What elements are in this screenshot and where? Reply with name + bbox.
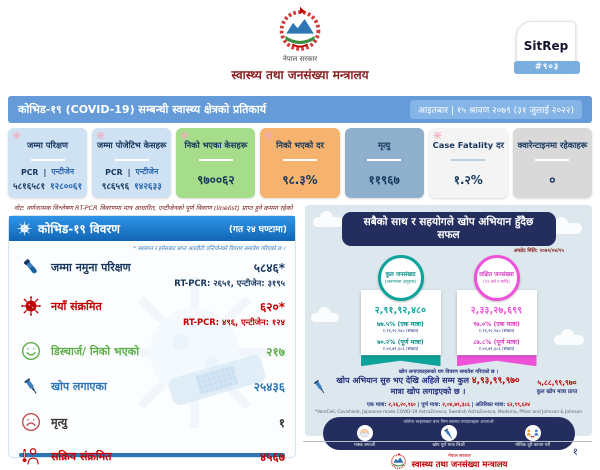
vaccination-infographic-card [305, 205, 592, 469]
protocol-item-mask [328, 425, 402, 448]
daily-row-new-cases [19, 296, 285, 316]
protocol-item-distance [496, 425, 570, 448]
divider [303, 441, 592, 442]
stat-value: ९८.३% [282, 173, 318, 187]
stat-title: मृत्यु [378, 139, 391, 150]
first-dose-percent: ७७.५% (एक मात्रा) [377, 321, 424, 329]
covid-detail-header [9, 216, 295, 241]
virus-decoration-icon [180, 131, 189, 140]
antigen-value: १४२६३३ [134, 182, 162, 192]
population-ribbon-cards [305, 255, 592, 366]
divider [115, 159, 149, 161]
breakdown-item [367, 402, 416, 408]
campaign-suffix: मात्रा खोप लगाइएको छ । [390, 387, 466, 397]
daily-row-samples [19, 257, 285, 277]
ribbon-tail [457, 355, 537, 366]
daily-row-deaths [19, 412, 285, 432]
divider: | [43, 167, 47, 177]
stat-box-total-tests [8, 128, 87, 198]
report-title-bar [8, 96, 592, 123]
stat-value: ११९६७ [368, 173, 400, 187]
health-protocol-bar [323, 417, 575, 450]
footer-ministry-label: स्वास्थ्य तथा जनसंख्या मन्त्रालय [411, 458, 508, 469]
row-label: जम्मा नमुना परिक्षण [51, 260, 131, 274]
report-date: आइतबार | १५ श्रावण २०७९ (३१ जुलाई २०२२) [410, 100, 582, 119]
smiley-icon [19, 341, 43, 361]
antigen-value: १२८००६१ [50, 182, 83, 192]
syringe-icon [19, 376, 43, 396]
virus-icon [19, 296, 43, 316]
target-population-circle [474, 255, 520, 301]
ministry-title: स्वास्थ्य तथा जनसंख्या मन्त्रालय [231, 68, 369, 82]
campaign-total-row [311, 375, 586, 398]
row-label: डिस्चार्ज/ निको भएको [51, 344, 140, 358]
breakdown-value: २,०४,७९,३८६ [442, 402, 470, 409]
covid-detail-subtitle: (गत २४ घण्टामा) [228, 225, 287, 235]
virus-decoration-icon [433, 131, 442, 140]
antigen-label: एन्टीजेन [51, 167, 75, 176]
virus-decoration-icon [96, 131, 105, 140]
divider [199, 159, 233, 161]
full-dose-count: २,०४,७९,३८६ (संख्या) [478, 347, 515, 353]
stat-title: जम्मा पोजेटिभ केसहरू [96, 139, 167, 150]
stat-title: Case Fatality दर [432, 139, 504, 150]
doses-received-box [528, 378, 586, 395]
footer-text-block [412, 453, 508, 470]
test-tube-icon [19, 257, 43, 277]
first-dose-count: २,२६,२०,९६० (संख्या) [478, 329, 515, 335]
nepal-emblem-icon [390, 452, 407, 470]
dose-breakdown-line [305, 400, 592, 408]
population-number: २,३३,२७,६९९ [470, 305, 523, 317]
protocol-label: मास्क लगाऔं [354, 443, 375, 449]
total-population-card [361, 255, 441, 366]
population-number: २,९१,९२,४८० [374, 305, 427, 317]
circle-title: कुल जनसंख्या [385, 271, 416, 278]
breakdown-value: ६२,९९,६२४ [507, 402, 530, 409]
divider [367, 159, 401, 161]
stat-box-case-fatality-rate [429, 128, 508, 198]
total-population-circle [378, 255, 424, 301]
mask-icon [357, 425, 373, 441]
stat-title: क्वारेन्टाइनमा रहेकाहरू [517, 139, 588, 150]
pcr-label: PCR [21, 167, 39, 177]
covid-24h-detail-card [8, 215, 296, 464]
protocol-label: खोप पूर्ण मात्रा लिऔं [432, 443, 465, 449]
covid-detail-title: कोभिड-१९ विवरण [38, 222, 120, 236]
sad-face-icon [19, 412, 43, 432]
pcr-value: ९८६५९६ [101, 182, 130, 192]
daily-footnote: * स्थलगत र इमेलबाट प्राप्त आरडीटी एन्टिजेनको विवरण समावेश गरिएको छ । [133, 246, 285, 252]
government-label: नेपाल सरकार [282, 55, 318, 63]
row-value: १ [278, 415, 285, 430]
ribbon-tail [361, 355, 441, 366]
stat-box-deaths [345, 128, 424, 198]
antigen-label: एन्टीजेन [135, 167, 159, 176]
doses-received-total: ५,८८,९९,९७० [537, 378, 577, 388]
breakdown-item [470, 402, 530, 408]
row-label: नयाँ संक्रमित [51, 299, 102, 313]
stat-title: निको भएका केसहरू [184, 139, 248, 150]
breakdown-label: अतिरिक्त मात्रा: [475, 402, 506, 409]
full-dose-percent: ८७.८% (पूर्ण मात्रा) [473, 339, 520, 347]
stat-box-recovered [176, 128, 255, 198]
stat-box-quarantine [513, 128, 592, 198]
vaccine-icon [441, 425, 457, 441]
target-population-card [457, 255, 537, 366]
row-label: मृत्यु [51, 415, 68, 429]
summary-stats-row [8, 128, 592, 198]
circle-title: लक्षित जनसंख्या [479, 271, 514, 278]
row-sub-breakdown: RT-PCR: ४९६, एन्टीजेन: १२४ [182, 317, 285, 327]
divider [31, 159, 65, 161]
protocol-label: भौतिक दूरी कायम गरौं [514, 443, 550, 449]
virus-icon [17, 221, 32, 236]
row-label: सक्रिय संक्रमित [51, 449, 112, 463]
divider: | [127, 167, 131, 177]
footnote-note: नोट: वर्णनात्मक विश्लेषण RT-PCR विवरणमा मात्र आधारित, एन्टीजेनको पूर्ण विवरण (linelist) प्राप्त हुने क्रममा रहेको [14, 204, 293, 212]
stat-title: जम्मा परिक्षण [27, 139, 68, 150]
vaccination-small-note: खोप लगाएकाहरूको थप विवरण समावेश गरिएको छ । [398, 369, 499, 376]
stat-value: १.२% [453, 173, 483, 187]
pcr-value: ५८१६५८१ [13, 182, 46, 192]
daily-row-vaccinated [19, 376, 285, 396]
physical-distance-icon [525, 425, 541, 441]
row-label: खोप लगाएका [51, 379, 107, 393]
sitrep-number-badge: #९०३ [514, 61, 580, 74]
full-dose-count: २,०४,७९,३८६ (संख्या) [382, 347, 419, 353]
virus-decoration-icon [12, 131, 21, 140]
row-value: ५८४६* [253, 260, 285, 275]
circle-subtitle: (जनगणना अनुसार) [384, 279, 417, 285]
circle-subtitle: (१२ वर्ष र माथि) [483, 279, 510, 285]
protocol-item-vaccine [412, 425, 486, 448]
divider [283, 159, 317, 161]
stat-box-total-positive [92, 128, 171, 198]
page-number: १ [572, 447, 578, 458]
vaccination-banner: सबैको साथ र सहयोगले खोप अभियान हुँदैछ सफल [342, 212, 556, 246]
protocol-caption: कोरोना भाइरसबाट बच्न निम्न स्वास्थ्य मापदण्डहरू अपनाऔं [403, 419, 494, 425]
fever-person-icon [19, 446, 43, 466]
campaign-prefix: खोप अभियान सुरु भए देखि अहिले सम्म कुल [336, 376, 470, 386]
cloud-decoration [313, 217, 343, 227]
updated-date: अपडेट मिति: २०७९/०४/१५ [513, 248, 564, 255]
footer-government-label: नेपाल सरकार [448, 453, 471, 459]
stat-value: ९७००६२ [197, 173, 235, 187]
divider [451, 159, 485, 161]
nepal-emblem-icon [277, 5, 323, 53]
pcr-label: PCR [105, 167, 123, 177]
breakdown-label: एक मात्रा: [367, 402, 387, 409]
row-value: ४५६७ [260, 449, 285, 464]
stat-box-recovery-rate [260, 128, 339, 198]
breakdown-item [416, 402, 470, 408]
doses-received-label: कुल खोप मात्रा प्राप्त [536, 389, 578, 396]
infographic-footer [305, 452, 592, 470]
report-title: कोभिड-१९ (COVID-19) सम्बन्धी स्वास्थ्य क्षेत्रको प्रतिकार्य [18, 103, 267, 116]
breakdown-value: २,२६,२०,९६० [388, 402, 416, 409]
row-value: ६२०* [260, 299, 285, 314]
daily-row-active [19, 446, 285, 466]
stat-value: ० [549, 173, 556, 187]
breakdown-label: पूर्ण मात्रा: [421, 402, 441, 409]
row-sub-breakdown: RT-PCR: २६५१, एन्टीजेन: ३१९५ [174, 278, 285, 288]
sitrep-label: SitRep [523, 39, 569, 53]
row-value: २१७ [266, 344, 285, 359]
vaccine-types-note: *VeroCell, Covishield, Japanese made COVID-19 AstraZeneca, Swedish AstraZeneca, Moderna, Pfizer and Johnson & Johnson [314, 410, 583, 416]
syringe-icon [311, 378, 328, 395]
first-dose-percent: ९७.०% (एक मात्रा) [473, 321, 520, 329]
covid-detail-body [9, 244, 295, 462]
campaign-total-doses: ४,९३,९९,९७० [471, 376, 520, 387]
campaign-sentence [332, 375, 524, 398]
stat-title: निको भएको दर [276, 139, 324, 150]
full-dose-percent: ७०.२% (पूर्ण मात्रा) [377, 339, 424, 347]
daily-row-discharged [19, 341, 285, 361]
divider [535, 159, 569, 161]
first-dose-count: २,२६,२०,९६० (संख्या) [382, 329, 419, 335]
virus-decoration-icon [264, 131, 273, 140]
row-value: २५४३६ [253, 379, 285, 394]
